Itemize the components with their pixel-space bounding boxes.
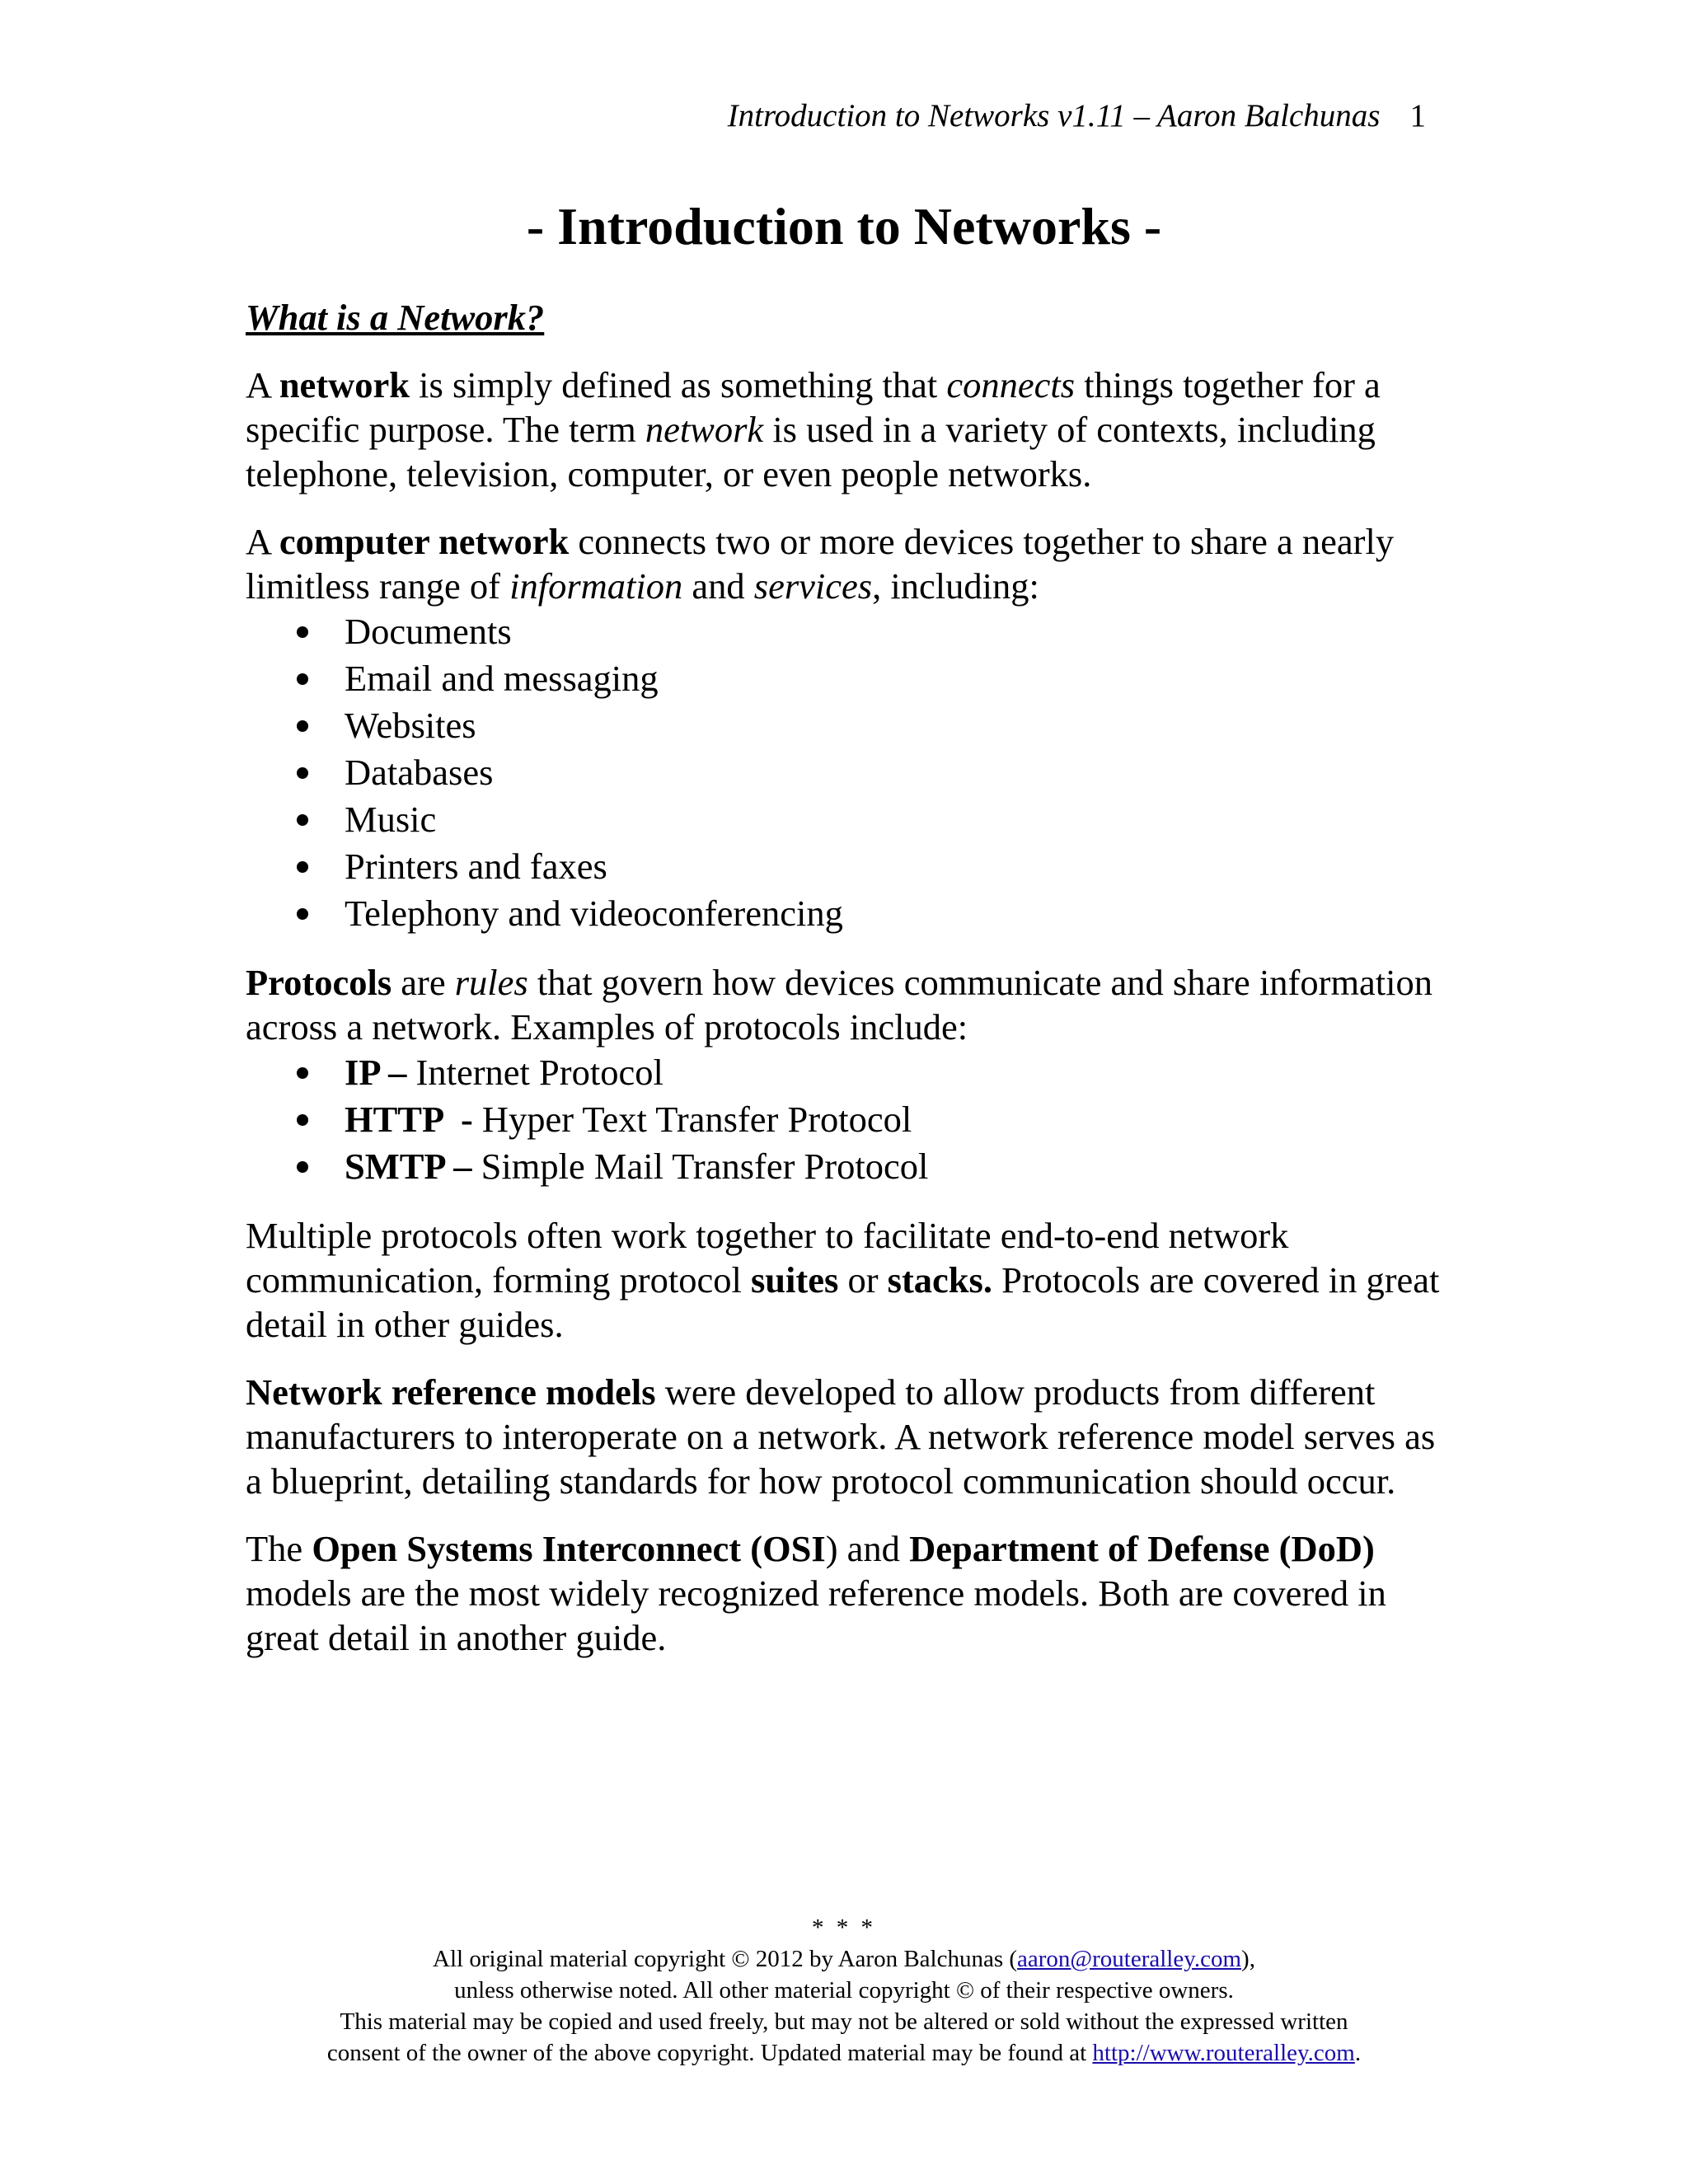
text-run: things together for a specific purpose. The term: [246, 364, 1381, 450]
term-stacks: stacks.: [887, 1259, 992, 1301]
list-item: [246, 749, 1441, 796]
emphasis-network: network: [645, 409, 764, 450]
bullet-icon: [297, 767, 308, 779]
footer-line-1: [0, 1943, 1688, 1975]
list-item: [246, 1143, 1441, 1190]
emphasis-services: services: [753, 565, 873, 607]
text-run: connects two or more devices together to share a nearly limitless range of: [246, 521, 1395, 607]
list-item: [246, 843, 1441, 890]
list-item: [246, 796, 1441, 843]
website-link[interactable]: http://www.routeralley.com: [1092, 2040, 1355, 2066]
text-run: A: [246, 364, 279, 405]
text-run: that govern how devices communicate and share information across a network. Examples of protocols include:: [246, 962, 1433, 1047]
running-header: [728, 97, 1426, 134]
paragraph-network-definition: [246, 363, 1441, 496]
services-list: [246, 608, 1441, 937]
paragraph-protocol-suites: [246, 1213, 1441, 1347]
protocol-desc: Internet Protocol: [406, 1052, 663, 1093]
protocols-list: [246, 1049, 1441, 1190]
bullet-icon: [297, 720, 308, 732]
paragraph-osi-dod: [246, 1526, 1441, 1660]
term-dod: Department of Defense (DoD): [909, 1528, 1375, 1569]
bullet-icon: [297, 1161, 308, 1173]
paragraph-protocols: [246, 960, 1441, 1049]
list-item-label: Documents: [345, 611, 512, 652]
copyright-footer: [0, 1912, 1688, 2069]
text-run: is used in a variety of contexts, including telephone, television, computer, or even people networks.: [246, 409, 1376, 494]
bullet-icon: [297, 673, 308, 685]
text-run: models are the most widely recognized reference models. Both are covered in great detail in another guide.: [246, 1572, 1386, 1658]
list-item: [246, 1096, 1441, 1143]
text-run: All original material copyright © 2012 by Aaron Balchunas (: [433, 1946, 1018, 1972]
term-protocols: Protocols: [246, 962, 392, 1003]
email-link[interactable]: aaron@routeralley.com: [1017, 1946, 1242, 1972]
paragraph-reference-models: [246, 1370, 1441, 1503]
footer-separator: * * *: [812, 1915, 876, 1941]
protocol-desc: Hyper Text Transfer Protocol: [472, 1099, 912, 1140]
emphasis-rules: rules: [454, 962, 528, 1003]
protocol-abbr: IP –: [345, 1052, 407, 1093]
section-heading: What is a Network?: [246, 297, 545, 338]
footer-line-2: unless otherwise noted. All other material copyright © of their respective owners.: [454, 1977, 1234, 2004]
text-run: ) and: [825, 1528, 910, 1569]
text-run: or: [838, 1259, 888, 1301]
paragraph-computer-network: [246, 519, 1441, 608]
list-item: [246, 655, 1441, 702]
term-network: network: [279, 364, 410, 405]
bullet-icon: [297, 626, 308, 638]
text-run: Multiple protocols often work together to facilitate end-to-end network communication, forming protocol: [246, 1215, 1289, 1301]
list-item-label: Printers and faxes: [345, 846, 607, 887]
text-run: and: [682, 565, 754, 607]
protocol-abbr: SMTP –: [345, 1146, 472, 1187]
list-item-label: Music: [345, 799, 437, 840]
protocol-desc: Simple Mail Transfer Protocol: [471, 1146, 929, 1187]
list-item: [246, 608, 1441, 655]
footer-line-4: [0, 2037, 1688, 2069]
list-item-label: Websites: [345, 705, 476, 746]
term-network-reference-models: Network reference models: [246, 1371, 656, 1413]
text-run: A: [246, 521, 279, 562]
list-item-label: Email and messaging: [345, 658, 659, 699]
term-computer-network: computer network: [279, 521, 570, 562]
document-title: - Introduction to Networks -: [526, 197, 1162, 255]
emphasis-connects: connects: [946, 364, 1076, 405]
page-number: 1: [1409, 98, 1426, 134]
text-run: , including:: [872, 565, 1039, 607]
term-suites: suites: [750, 1259, 839, 1301]
running-header-title: Introduction to Networks v1.11 – Aaron Balchunas: [727, 98, 1381, 134]
list-item: [246, 890, 1441, 937]
text-run: were developed to allow products from different manufacturers to interoperate on a network. A network reference model serves as a blueprint, detailing standards for how protocol communication should occur.: [246, 1371, 1436, 1502]
bullet-icon: [297, 861, 308, 873]
text-run: consent of the owner of the above copyright. Updated material may be found at: [326, 2040, 1093, 2066]
text-run: Protocols are covered in great detail in other guides.: [246, 1259, 1440, 1345]
list-item-label: Telephony and videoconferencing: [345, 893, 843, 934]
list-item: [246, 1049, 1441, 1096]
text-run: are: [392, 962, 455, 1003]
text-run: The: [246, 1528, 312, 1569]
bullet-icon: [297, 908, 308, 920]
term-osi: Open Systems Interconnect (OSI: [312, 1528, 826, 1569]
document-body: [246, 295, 1441, 1683]
list-item: [246, 702, 1441, 749]
bullet-icon: [297, 1114, 308, 1126]
bullet-icon: [297, 1067, 308, 1079]
text-run: ),: [1241, 1946, 1255, 1972]
text-run: is simply defined as something that: [410, 364, 947, 405]
protocol-abbr: HTTP -: [345, 1099, 473, 1140]
text-run: .: [1354, 2040, 1362, 2066]
bullet-icon: [297, 814, 308, 826]
footer-line-3: This material may be copied and used freely, but may not be altered or sold without the expressed written: [340, 2008, 1348, 2035]
emphasis-information: information: [509, 565, 683, 607]
list-item-label: Databases: [345, 752, 494, 793]
